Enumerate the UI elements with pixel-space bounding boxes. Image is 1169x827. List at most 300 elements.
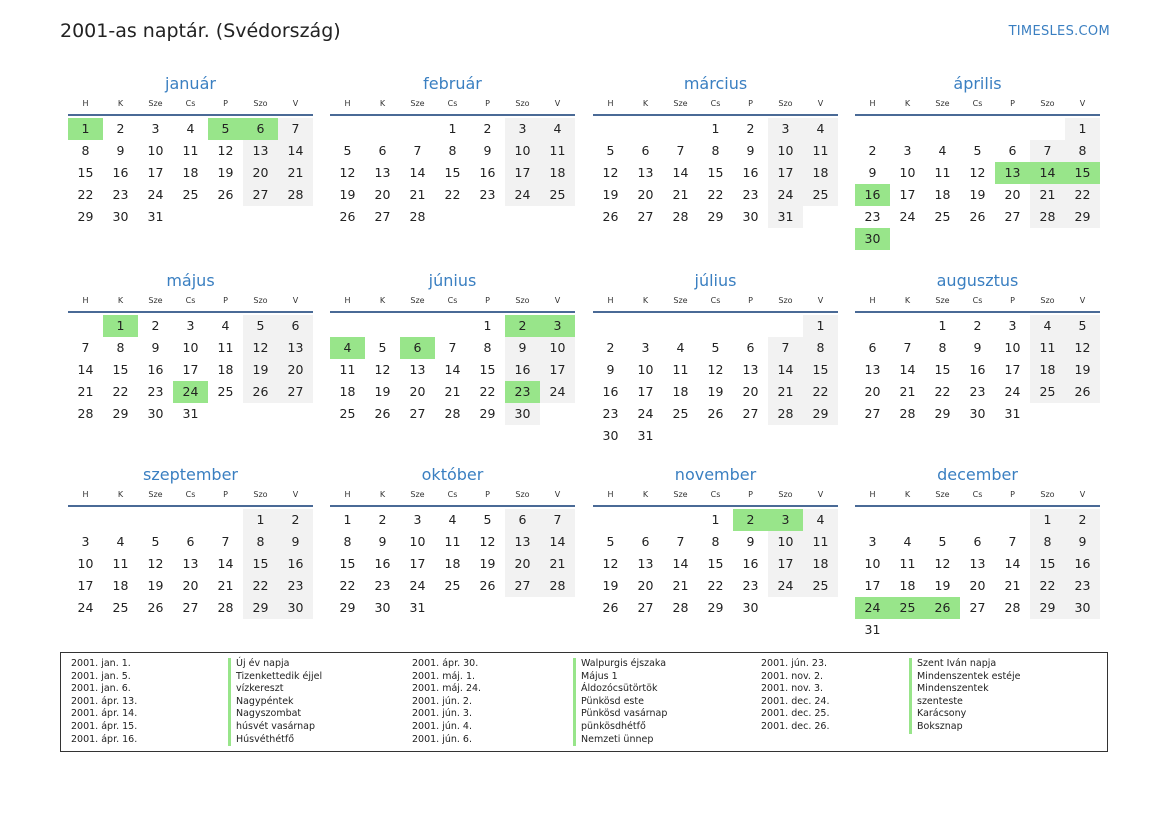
day-cell: 26 [374, 406, 391, 421]
day-cell: 8 [243, 531, 278, 553]
weekday-label: H [607, 490, 614, 499]
weekday-label: Sze [673, 296, 688, 305]
day-cell: 20 [409, 384, 426, 399]
empty-cell [960, 509, 995, 531]
day-grid [593, 509, 838, 619]
day-cell: 26 [147, 600, 164, 615]
day-cell: 11 [182, 143, 199, 158]
day-cell: 3 [151, 121, 160, 136]
holiday-name: pünkösdhétfő [573, 721, 667, 734]
weekday-label: Sze [673, 490, 688, 499]
day-cell: 10 [768, 140, 803, 162]
day-cell: 7 [81, 340, 90, 355]
holiday-date: 2001. jún. 6. [412, 733, 473, 745]
empty-cell [173, 509, 208, 531]
day-cell: 14 [77, 362, 94, 377]
month-június [330, 271, 575, 425]
day-grid [855, 118, 1100, 250]
day-cell: 25 [540, 184, 575, 206]
day-cell: 27 [864, 406, 881, 421]
empty-cell [855, 118, 890, 140]
day-cell: 25 [803, 575, 838, 597]
day-cell: 18 [112, 578, 129, 593]
day-cell: 28 [444, 406, 461, 421]
empty-cell [855, 509, 890, 531]
day-cell: 20 [969, 578, 986, 593]
day-cell: 5 [606, 143, 615, 158]
empty-cell [890, 509, 925, 531]
day-cell: 1 [103, 315, 138, 337]
day-cell: 12 [969, 165, 986, 180]
day-cell: 23 [1065, 575, 1100, 597]
weekday-label: K [379, 296, 386, 305]
day-cell: 25 [890, 597, 925, 619]
day-cell: 4 [221, 318, 230, 333]
day-cell: 28 [1004, 600, 1021, 615]
day-cell: 6 [505, 509, 540, 531]
empty-cell [593, 315, 628, 337]
day-cell: 8 [1065, 140, 1100, 162]
day-grid [68, 315, 313, 425]
day-cell: 23 [742, 578, 759, 593]
day-cell: 1 [483, 318, 492, 333]
day-cell: 6 [243, 118, 278, 140]
holiday-legend [60, 652, 1108, 752]
weekday-label: Szo [515, 490, 530, 499]
day-cell: 21 [1004, 578, 1021, 593]
day-cell: 24 [409, 578, 426, 593]
weekday-label: P [1010, 490, 1015, 499]
holiday-name: Pünkösd vasárnap [573, 708, 667, 721]
weekday-label: Cs [447, 296, 458, 305]
day-cell: 24 [1004, 384, 1021, 399]
weekday-label: Cs [710, 296, 721, 305]
day-cell: 8 [483, 340, 492, 355]
day-cell: 19 [374, 384, 391, 399]
weekday-header [855, 295, 1100, 313]
weekday-label: Sze [148, 99, 163, 108]
day-cell: 14 [768, 359, 803, 381]
day-cell: 13 [637, 556, 654, 571]
day-cell: 12 [479, 534, 496, 549]
weekday-label: V [554, 296, 561, 305]
day-cell: 28 [672, 209, 689, 224]
holiday-name: Új év napja [228, 658, 322, 671]
day-cell: 28 [409, 209, 426, 224]
day-cell: 15 [1030, 553, 1065, 575]
day-cell: 12 [707, 362, 724, 377]
day-cell: 14 [672, 165, 689, 180]
day-cell: 28 [217, 600, 234, 615]
day-cell: 5 [378, 340, 387, 355]
day-cell: 26 [1065, 381, 1100, 403]
day-cell: 15 [934, 362, 951, 377]
day-cell: 10 [1004, 340, 1021, 355]
day-cell: 7 [413, 143, 422, 158]
day-cell: 13 [995, 162, 1030, 184]
day-cell: 12 [374, 362, 391, 377]
day-cell: 17 [505, 162, 540, 184]
day-cell: 7 [1030, 140, 1065, 162]
empty-cell [435, 315, 470, 337]
day-cell: 6 [1008, 143, 1017, 158]
day-cell: 21 [768, 381, 803, 403]
day-cell: 9 [868, 165, 877, 180]
day-cell: 15 [112, 362, 129, 377]
day-cell: 9 [1065, 531, 1100, 553]
day-cell: 6 [641, 143, 650, 158]
day-cell: 7 [1008, 534, 1017, 549]
day-cell: 5 [208, 118, 243, 140]
day-cell: 15 [803, 359, 838, 381]
day-cell: 29 [803, 403, 838, 425]
holiday-name: szenteste [909, 696, 1021, 709]
month-február [330, 74, 575, 228]
day-cell: 3 [768, 509, 803, 531]
day-cell: 4 [938, 143, 947, 158]
day-cell: 7 [903, 340, 912, 355]
day-cell: 20 [182, 578, 199, 593]
empty-cell [628, 118, 663, 140]
weekday-label: Sze [935, 296, 950, 305]
day-cell: 16 [855, 184, 890, 206]
holiday-name: Nagyszombat [228, 708, 322, 721]
weekday-label: V [554, 490, 561, 499]
day-cell: 20 [1004, 187, 1021, 202]
weekday-label: P [1010, 99, 1015, 108]
holiday-name: Mindenszentek [909, 683, 1021, 696]
weekday-label: P [1010, 296, 1015, 305]
weekday-label: P [485, 490, 490, 499]
empty-cell [995, 509, 1030, 531]
day-cell: 17 [182, 362, 199, 377]
day-cell: 14 [1004, 556, 1021, 571]
weekday-label: V [817, 296, 824, 305]
day-cell: 25 [1030, 381, 1065, 403]
legend-names-col-1 [228, 658, 322, 746]
day-cell: 4 [803, 509, 838, 531]
day-cell: 11 [112, 556, 129, 571]
weekday-label: Cs [710, 99, 721, 108]
day-cell: 25 [112, 600, 129, 615]
brand-link[interactable]: TIMESLES.COM [1008, 24, 1110, 39]
day-cell: 21 [1030, 184, 1065, 206]
day-cell: 3 [81, 534, 90, 549]
day-grid [330, 509, 575, 619]
day-cell: 19 [479, 556, 496, 571]
day-cell: 17 [768, 162, 803, 184]
day-cell: 7 [448, 340, 457, 355]
day-cell: 15 [707, 165, 724, 180]
holiday-date: 2001. máj. 1. [412, 670, 476, 682]
day-cell: 12 [1065, 337, 1100, 359]
day-cell: 24 [540, 381, 575, 403]
day-cell: 16 [112, 165, 129, 180]
weekday-label: Sze [935, 490, 950, 499]
day-cell: 6 [641, 534, 650, 549]
day-cell: 13 [742, 362, 759, 377]
weekday-label: Szo [253, 296, 268, 305]
day-cell: 16 [505, 359, 540, 381]
day-cell: 19 [707, 384, 724, 399]
weekday-label: Szo [778, 490, 793, 499]
day-cell: 8 [938, 340, 947, 355]
weekday-label: H [82, 490, 89, 499]
day-cell: 20 [637, 187, 654, 202]
weekday-label: H [607, 99, 614, 108]
day-cell: 5 [243, 315, 278, 337]
weekday-label: Sze [673, 99, 688, 108]
weekday-header [330, 295, 575, 313]
day-cell: 9 [278, 531, 313, 553]
day-cell: 24 [147, 187, 164, 202]
day-cell: 11 [339, 362, 356, 377]
day-cell: 21 [278, 162, 313, 184]
weekday-label: P [485, 296, 490, 305]
day-cell: 20 [505, 553, 540, 575]
day-cell: 13 [969, 556, 986, 571]
legend-names-col-3 [909, 658, 1021, 734]
day-cell: 3 [903, 143, 912, 158]
holiday-name: Karácsony [909, 708, 1021, 721]
day-cell: 3 [413, 512, 422, 527]
holiday-date: 2001. dec. 24. [761, 695, 830, 707]
weekday-label: Sze [410, 490, 425, 499]
weekday-label: Cs [972, 296, 983, 305]
day-cell: 22 [112, 384, 129, 399]
day-cell: 11 [672, 362, 689, 377]
weekday-label: V [292, 296, 299, 305]
day-cell: 17 [864, 578, 881, 593]
day-cell: 24 [505, 184, 540, 206]
day-cell: 7 [676, 534, 685, 549]
day-cell: 31 [182, 406, 199, 421]
day-cell: 4 [803, 118, 838, 140]
month-name: június [428, 271, 477, 290]
day-cell: 2 [278, 509, 313, 531]
day-cell: 16 [374, 556, 391, 571]
day-cell: 17 [147, 165, 164, 180]
day-cell: 3 [768, 118, 803, 140]
holiday-date: 2001. jún. 23. [761, 658, 828, 669]
day-cell: 20 [374, 187, 391, 202]
day-cell: 15 [1065, 162, 1100, 184]
day-cell: 6 [973, 534, 982, 549]
day-cell: 9 [505, 337, 540, 359]
empty-cell [593, 509, 628, 531]
holiday-date: 2001. jún. 3. [412, 708, 473, 720]
day-cell: 30 [147, 406, 164, 421]
empty-cell [138, 509, 173, 531]
day-cell: 21 [540, 553, 575, 575]
day-cell: 10 [899, 165, 916, 180]
weekday-header [855, 98, 1100, 116]
day-cell: 9 [973, 340, 982, 355]
day-cell: 19 [602, 187, 619, 202]
weekday-label: V [292, 490, 299, 499]
day-cell: 18 [1030, 359, 1065, 381]
day-cell: 26 [217, 187, 234, 202]
day-cell: 1 [938, 318, 947, 333]
weekday-label: Sze [935, 99, 950, 108]
day-cell: 29 [77, 209, 94, 224]
holiday-date: 2001. ápr. 30. [412, 658, 479, 669]
day-cell: 28 [1030, 206, 1065, 228]
day-cell: 22 [707, 187, 724, 202]
day-cell: 27 [1004, 209, 1021, 224]
day-cell: 14 [444, 362, 461, 377]
day-cell: 10 [409, 534, 426, 549]
day-cell: 13 [243, 140, 278, 162]
holiday-name: húsvét vasárnap [228, 721, 322, 734]
day-cell: 4 [676, 340, 685, 355]
weekday-header [593, 489, 838, 507]
weekday-label: P [748, 99, 753, 108]
day-cell: 12 [243, 337, 278, 359]
empty-cell [698, 315, 733, 337]
day-cell: 20 [742, 384, 759, 399]
weekday-label: V [817, 99, 824, 108]
weekday-label: Szo [778, 296, 793, 305]
empty-cell [663, 118, 698, 140]
holiday-date: 2001. ápr. 15. [71, 720, 138, 732]
day-cell: 28 [278, 184, 313, 206]
weekday-label: Sze [148, 296, 163, 305]
day-cell: 22 [444, 187, 461, 202]
day-cell: 8 [1030, 531, 1065, 553]
day-cell: 6 [400, 337, 435, 359]
day-cell: 28 [768, 403, 803, 425]
day-cell: 8 [116, 340, 125, 355]
empty-cell [663, 509, 698, 531]
weekday-label: K [642, 99, 649, 108]
day-cell: 26 [602, 209, 619, 224]
month-december [855, 465, 1100, 641]
day-cell: 4 [1030, 315, 1065, 337]
month-name: május [166, 271, 215, 290]
day-cell: 25 [339, 406, 356, 421]
weekday-header [330, 489, 575, 507]
day-cell: 31 [409, 600, 426, 615]
day-cell: 27 [969, 600, 986, 615]
day-cell: 13 [864, 362, 881, 377]
day-cell: 18 [934, 187, 951, 202]
day-cell: 17 [409, 556, 426, 571]
day-cell: 16 [742, 165, 759, 180]
month-name: szeptember [142, 465, 238, 484]
day-cell: 6 [278, 315, 313, 337]
weekday-header [593, 98, 838, 116]
day-cell: 15 [444, 165, 461, 180]
weekday-label: K [117, 296, 124, 305]
holiday-name: Boksznap [909, 721, 1021, 734]
day-cell: 5 [151, 534, 160, 549]
holiday-name: Mindenszentek estéje [909, 671, 1021, 684]
day-cell: 31 [864, 622, 881, 637]
day-cell: 23 [479, 187, 496, 202]
day-cell: 21 [77, 384, 94, 399]
holiday-date: 2001. dec. 26. [761, 720, 830, 732]
empty-cell [733, 315, 768, 337]
day-cell: 11 [1030, 337, 1065, 359]
day-cell: 16 [1065, 553, 1100, 575]
day-cell: 4 [186, 121, 195, 136]
month-name: november [674, 465, 757, 484]
empty-cell [1030, 118, 1065, 140]
day-cell: 12 [217, 143, 234, 158]
day-cell: 29 [479, 406, 496, 421]
day-cell: 23 [112, 187, 129, 202]
day-cell: 26 [243, 381, 278, 403]
day-cell: 21 [899, 384, 916, 399]
day-cell: 24 [768, 184, 803, 206]
day-cell: 19 [934, 578, 951, 593]
day-cell: 16 [479, 165, 496, 180]
day-cell: 28 [672, 600, 689, 615]
holiday-date: 2001. dec. 25. [761, 708, 830, 720]
day-cell: 1 [1030, 509, 1065, 531]
empty-cell [68, 315, 103, 337]
day-grid [330, 118, 575, 228]
empty-cell [208, 509, 243, 531]
day-cell: 19 [602, 578, 619, 593]
holiday-date: 2001. máj. 24. [412, 683, 482, 695]
holiday-name: Húsvéthétfő [228, 734, 322, 747]
day-cell: 15 [479, 362, 496, 377]
day-cell: 16 [602, 384, 619, 399]
day-cell: 31 [1004, 406, 1021, 421]
day-cell: 14 [540, 531, 575, 553]
day-cell: 1 [243, 509, 278, 531]
weekday-label: P [748, 490, 753, 499]
legend-dates-col-3 [761, 658, 829, 734]
weekday-label: V [554, 99, 561, 108]
day-cell: 8 [711, 534, 720, 549]
holiday-name: Nemzeti ünnep [573, 734, 667, 747]
day-cell: 6 [378, 143, 387, 158]
day-cell: 5 [606, 534, 615, 549]
month-name: április [953, 74, 1002, 93]
day-cell: 13 [409, 362, 426, 377]
day-cell: 12 [602, 556, 619, 571]
day-cell: 22 [339, 578, 356, 593]
day-cell: 23 [602, 406, 619, 421]
weekday-label: H [869, 490, 876, 499]
day-cell: 7 [221, 534, 230, 549]
day-cell: 28 [77, 406, 94, 421]
holiday-date: 2001. jan. 6. [71, 683, 131, 695]
day-cell: 1 [711, 121, 720, 136]
empty-cell [890, 118, 925, 140]
day-cell: 29 [934, 406, 951, 421]
weekday-header [68, 295, 313, 313]
day-cell: 22 [1030, 575, 1065, 597]
day-cell: 2 [606, 340, 615, 355]
day-cell: 18 [672, 384, 689, 399]
holiday-date: 2001. ápr. 13. [71, 695, 138, 707]
day-cell: 28 [899, 406, 916, 421]
month-március [593, 74, 838, 228]
day-cell: 1 [448, 121, 457, 136]
day-cell: 14 [899, 362, 916, 377]
weekday-label: H [607, 296, 614, 305]
day-cell: 11 [899, 556, 916, 571]
month-name: július [694, 271, 737, 290]
day-grid [593, 118, 838, 228]
day-cell: 3 [641, 340, 650, 355]
day-cell: 21 [217, 578, 234, 593]
day-cell: 14 [672, 556, 689, 571]
